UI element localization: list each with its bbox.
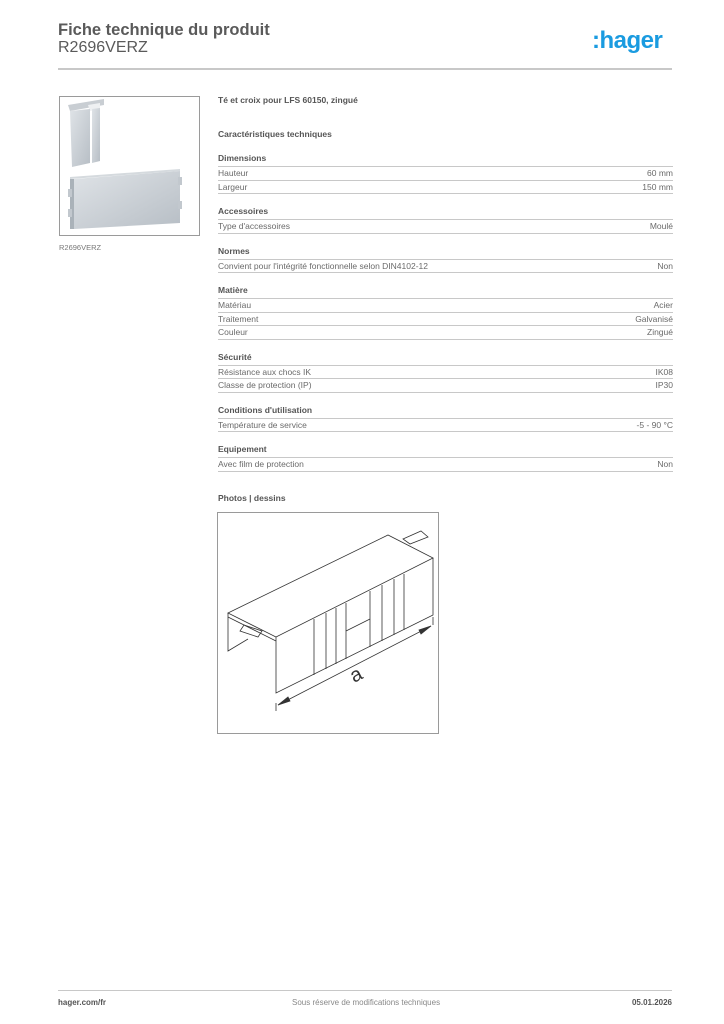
spec-row (218, 167, 673, 181)
group-title: Equipement (218, 444, 673, 458)
footer-divider (58, 990, 672, 991)
technical-drawing (217, 512, 439, 734)
spec-value: 150 mm (642, 181, 673, 192)
main-content (218, 95, 673, 484)
group-title: Sécurité (218, 352, 673, 366)
spec-value: Galvanisé (635, 313, 673, 324)
group-accessoires (218, 206, 673, 234)
spec-label: Largeur (218, 181, 248, 192)
group-title: Normes (218, 246, 673, 260)
product-thumbnail (59, 96, 200, 236)
spec-label: Matériau (218, 300, 252, 310)
spec-value: Acier (653, 300, 673, 310)
spec-row (218, 260, 673, 274)
spec-row (218, 419, 673, 433)
spec-value: -5 - 90 °C (636, 419, 673, 430)
spec-row (218, 299, 673, 313)
spec-label: Classe de protection (IP) (218, 380, 312, 390)
characteristics-heading: Caractéristiques techniques (218, 129, 332, 139)
spec-value: IK08 (655, 366, 673, 377)
group-title: Accessoires (218, 206, 673, 220)
thumbnail-caption: R2696VERZ (59, 243, 102, 252)
spec-label: Convient pour l'intégrité fonctionnelle selon DIN4102-12 (218, 260, 429, 271)
group-matiere (218, 285, 673, 340)
spec-label: Résistance aux chocs IK (218, 366, 312, 377)
spec-row (218, 181, 673, 195)
dimension-label: a (346, 662, 367, 688)
group-conditions (218, 405, 673, 433)
footer-date: 05.01.2026 (631, 998, 672, 1007)
spec-label: Hauteur (218, 168, 249, 178)
spec-label: Avec film de protection (218, 459, 304, 469)
spec-label: Traitement (218, 313, 259, 324)
group-dimensions (218, 153, 673, 194)
spec-value: Zingué (647, 327, 673, 337)
spec-value: Non (657, 459, 673, 469)
header-title: Fiche technique du produit (58, 21, 270, 39)
spec-row (218, 379, 673, 393)
dimension-drawing-icon (218, 513, 438, 733)
group-title: Matière (218, 285, 673, 299)
product-reference: R2696VERZ (58, 39, 148, 56)
group-title: Dimensions (218, 153, 673, 167)
group-title: Conditions d'utilisation (218, 405, 673, 419)
header-divider (58, 68, 672, 70)
spec-row (218, 220, 673, 234)
footer-website-link[interactable]: hager.com/fr (58, 998, 107, 1007)
photos-title: Photos | dessins (218, 493, 286, 503)
spec-row (218, 313, 673, 327)
spec-row (218, 366, 673, 380)
spec-row (218, 458, 673, 472)
hager-logo: :hager (592, 27, 663, 54)
spec-value: 60 mm (647, 168, 673, 178)
spec-value: Moulé (649, 221, 673, 231)
spec-value: IP30 (655, 380, 673, 390)
spec-label: Type d'accessoires (218, 221, 291, 231)
spec-row (218, 326, 673, 340)
product-image-icon (60, 97, 199, 235)
group-securite (218, 352, 673, 393)
spec-value: Non (657, 260, 673, 271)
product-description: Té et croix pour LFS 60150, zingué (218, 95, 358, 105)
group-normes (218, 246, 673, 274)
group-equipement (218, 444, 673, 472)
spec-label: Couleur (218, 327, 248, 337)
footer-disclaimer: Sous réserve de modifications techniques (292, 998, 441, 1007)
spec-label: Température de service (218, 419, 307, 430)
